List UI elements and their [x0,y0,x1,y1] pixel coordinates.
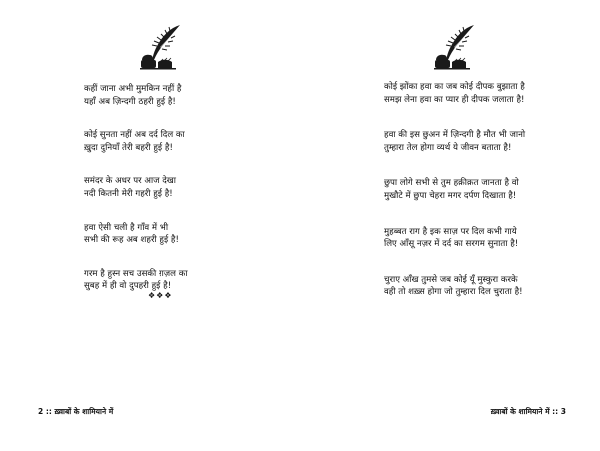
stanza [384,129,525,154]
stanza [84,175,188,200]
verse-line: ख़ुदा दुनियाँ तेरी बहरी हुई है! [84,142,173,153]
verse-line: समझ लेना हवा का प्यार ही दीपक जलाता है! [384,94,525,105]
stanza [84,222,188,247]
verse-line: सभी की रूह अब शहरी हुई है! [84,235,179,246]
quill-inkpot-icon [140,22,184,70]
verse-line: सुबह में ही वो दुपहरी हुई है! [84,281,172,292]
stanza [384,226,525,251]
verse-line: हवा की इस छुअन में ज़िन्दगी है मौत भी जानो [384,130,526,141]
verse-line: तुम्हारा तेल होगा व्यर्थ ये जीवन बताता है! [384,142,512,153]
stanza [84,129,188,154]
stanza [384,177,525,202]
stanza [384,274,525,299]
verse-line: समंदर के अधर पर आज देखा [84,176,177,187]
verse-line: चुराए आँख तुमसे जब कोई यूँ मुस्कुरा करके [384,274,518,285]
stanza [84,83,188,108]
verse-line: लिए आँसू नज़र में दर्द का सरगम सुनाता है! [384,239,519,250]
verse-line: यहाँ अब ज़िन्दगी ठहरी हुई है! [84,96,176,107]
verse-line: कोई झोंका हवा का जब कोई दीपक बुझाता है [384,82,525,92]
verse-line: कोई सुनता नहीं अब दर्द दिल का [84,130,185,141]
page-footer-left: 2 :: ख़्वाबों के शामियाने में [38,407,114,416]
stanza [84,268,188,293]
ghazal-left [84,83,188,314]
verse-line: नदी कितनी मेरी गहरी हुई है! [84,188,173,199]
end-ornament-stars: ❖❖❖ [148,291,173,300]
verse-line: कहीं जाना अभी मुमकिन नहीं है [84,84,182,94]
right-page [300,0,600,451]
page-footer-right: ख़्वाबों के शामियाने में :: 3 [490,407,566,416]
verse-line: मुखौटे में छुपा चेहरा मगर दर्पण दिखाता है! [384,190,517,201]
ghazal-right [384,81,525,322]
quill-inkpot-icon [434,22,478,70]
verse-line: हवा ऐसी चली है गाँव में भी [84,222,169,233]
verse-line: मुहब्बत राग है इक साज़ पर दिल कभी गाये [384,226,517,237]
verse-line: गरम है हुस्न सच उसकी ग़ज़ल का [84,268,188,279]
verse-line: छुपा लोगे सभी से तुम हक़ीक़त जानता है वो [384,178,519,189]
stanza [384,81,525,106]
verse-line: वही तो शख़्स होगा जो तुम्हारा दिल चुराता है! [384,287,523,298]
